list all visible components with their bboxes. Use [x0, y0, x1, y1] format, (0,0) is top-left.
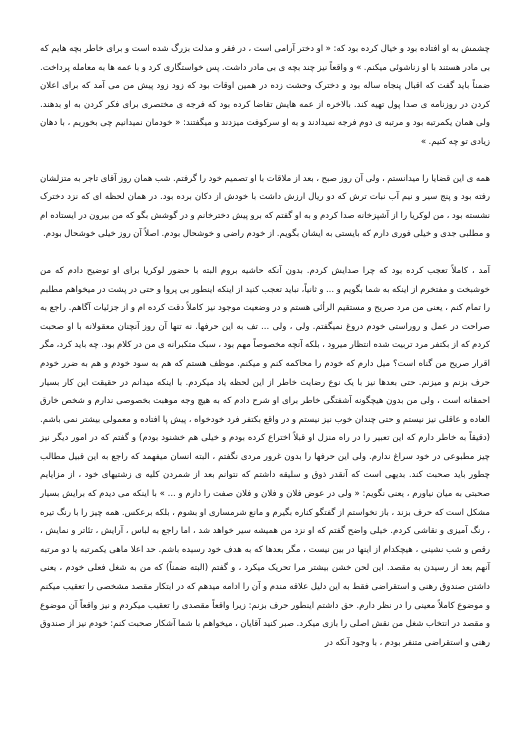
paragraph-2: همه ی این قضایا را میدانستم ، ولی آن روز صبح ، بعد از ملاقات با او تصمیم خود را گرفتم. شب همان روز آقای تاجر به متزلشان رفته بود و پنج سیر و نیم آب نبات ترش که دو ریال ارزش داشت با خودش از دکان برده بود. در همان لحظه ای که نزد دخترک نشسته بود ، من لوکریا را از آشپزخانه صدا کردم و به او گفتم که برو پیش دخترخانم و در گوشش بگو که من بیرون در ایستاده ام و مطلبی جدی و خیلی فوری دارم که بایستی به ایشان بگویم. از خودم راضی و خوشحال بودم. اصلاً آن روز خیلی خوشحال بودم.	[40, 173, 490, 240]
paragraph-1: چشمش به او افتاده بود و خیال کرده بود که: « او دختر آرامی است ، در فقر و مذلت بزرگ شده است و برای خاطر بچه هایم که بی مادر هستند با او زناشوئی میکنم. » و واقعاً نیز چند بچه ی بی مادر داشت. پس خواستگاری کرد و با عمه ها به معامله پرداخت. ضمناً باید گفت که اقبال پنجاه ساله بود و دخترک وحشت زده در همین اوقات بود که زود زود پیش من می آمد که برای اعلان کردن در روزنامه ی صدا پول تهیه کند. بالاخره از عمه هایش تقاضا کرده بود که فرجه ی مختصری برای فکر کردن به او بدهند. ولی همان یکمرتبه بود و مرتبه ی دوم فرجه نمیدادند و به او سرکوفت میزدند و میگفتند: « خودمان نمیدانیم چی بخوریم ، با دهان زیادی تو چه کنیم. »	[40, 44, 490, 147]
paragraph-3: آمد ، کاملاً تعجب کرده بود که چرا صدایش کردم. بدون آنکه حاشیه بروم البته با حضور لوکریا برای او توضیح دادم که من خوشبخت و مفتخرم از اینکه به شما بگویم و ... و ثانیاً، نباید تعجب کنید از اینکه اینطور بی پروا و حتی در پشت در میخواهم مطلبم را تمام کنم ، یعنی من مرد صریح و مستقیم الرأئی هستم و در وضعیت موجود نیز کاملاً دقت کرده ام و از جزئیات آگاهم. راجع به صراحت در عمل و روراستی خودم دروغ نمیگفتم. ولی ، ولی ... تف به این حرفها. نه تنها آن روز آنچنان معقولانه با او صحبت کردم که از بکتفر مرد تربیت شده انتظار میرود ، بلکه آنچه مخصوصاً مهم بود ، سبک متکبرانه ی من در کلام بود. چه باید کرد، مگر اقرار صریح من گناه است؟ میل دارم که خودم را محاکمه کنم و میکنم. موظف هستم که هم به سود خودم و هم به ضرر خودم حرف بزنم و میزنم. حتی بعدها نیز با یک نوع رضایت خاطر از این لحظه یاد میکردم. با اینکه میدانم در حقیقت این کار بسیار احمقانه است ، ولی من بدون هیچگونه آشفتگی خاطر برای او شرح دادم که به هیچ وجه موهبت بخصوصی ندارم و شخص خارق العاده و عاقلی نیز نیستم و حتی چندان خوب نیز نیستم و در واقع بکتفر فرد خودخواه ، پیش پا افتاده و معمولی بیشتر نمی باشم. (دقیقاً به خاطر دارم که این تعبیر را در راه منزل او قبلاً اختراع کرده بودم و خیلی هم خشنود بودم) و گفتم که در امور دیگر نیز چیز مطبوعی در خود سراغ ندارم. ولی این حرفها را بدون غرور مردی نگفتم ، البته انسان میفهمد که راجع به این قبیل مطالب چطور باید صحبت کند. بدیهی است که آنقدر ذوق و سلیقه داشتم که نتوانم بعد از شمردن کلیه ی زشتیهای خود ، از مزایایم صحبتی به میان نیاورم ، یعنی نگویم: « ولی در عوض فلان و فلان و فلان صفت را دارم و ... » با اینکه می دیدم که برایش بسیار مشکل است که حرف بزند ، باز نخواستم از گفتگو کناره بگیرم و مانع شرمساری او بشوم ، بلکه برعکس. همه چیز را با رنگ تیره ، رنگ آمیزی و نقاشی کردم. خیلی واضح گفتم که او نزد من همیشه سیر خواهد شد ، اما راجع به لباس ، آرایش ، تئاتر و نمایش ، رقص و شب نشینی ، هیچکدام از اینها در بین نیست ، مگر بعدها که به هدف خود رسیده باشم. حد اعلا ماهی یکمرتبه یا دو مرتبه آنهم بعد از رسیدن به مقصد. این لحن خشن بیشتر مرا تحریک میکرد ، و گفتم (البته ضمناً) که من به شغل فعلی خودم ، یعنی داشتن صندوق رهنی و استقراضی فقط به این دلیل علاقه مندم و آن را ادامه میدهم که در ابتکار مقصد مشخصی را تعقیب میکنم و موضوع کاملاً معینی را در نظر دارم. حق داشتم اینطور حرف بزنم: زیرا واقعاً مقصدی را تعقیب میکردم و نیز واقعاً آن موضوع و مقصد در انتخاب شغل من نقش اصلی را بازی میکرد. صبر کنید آقایان ، میخواهم با شما آشکار صحبت کنم: خودم نیز از صندوق رهنی و استقراضی متنفر بودم ، با وجود آنکه در	[40, 265, 490, 648]
